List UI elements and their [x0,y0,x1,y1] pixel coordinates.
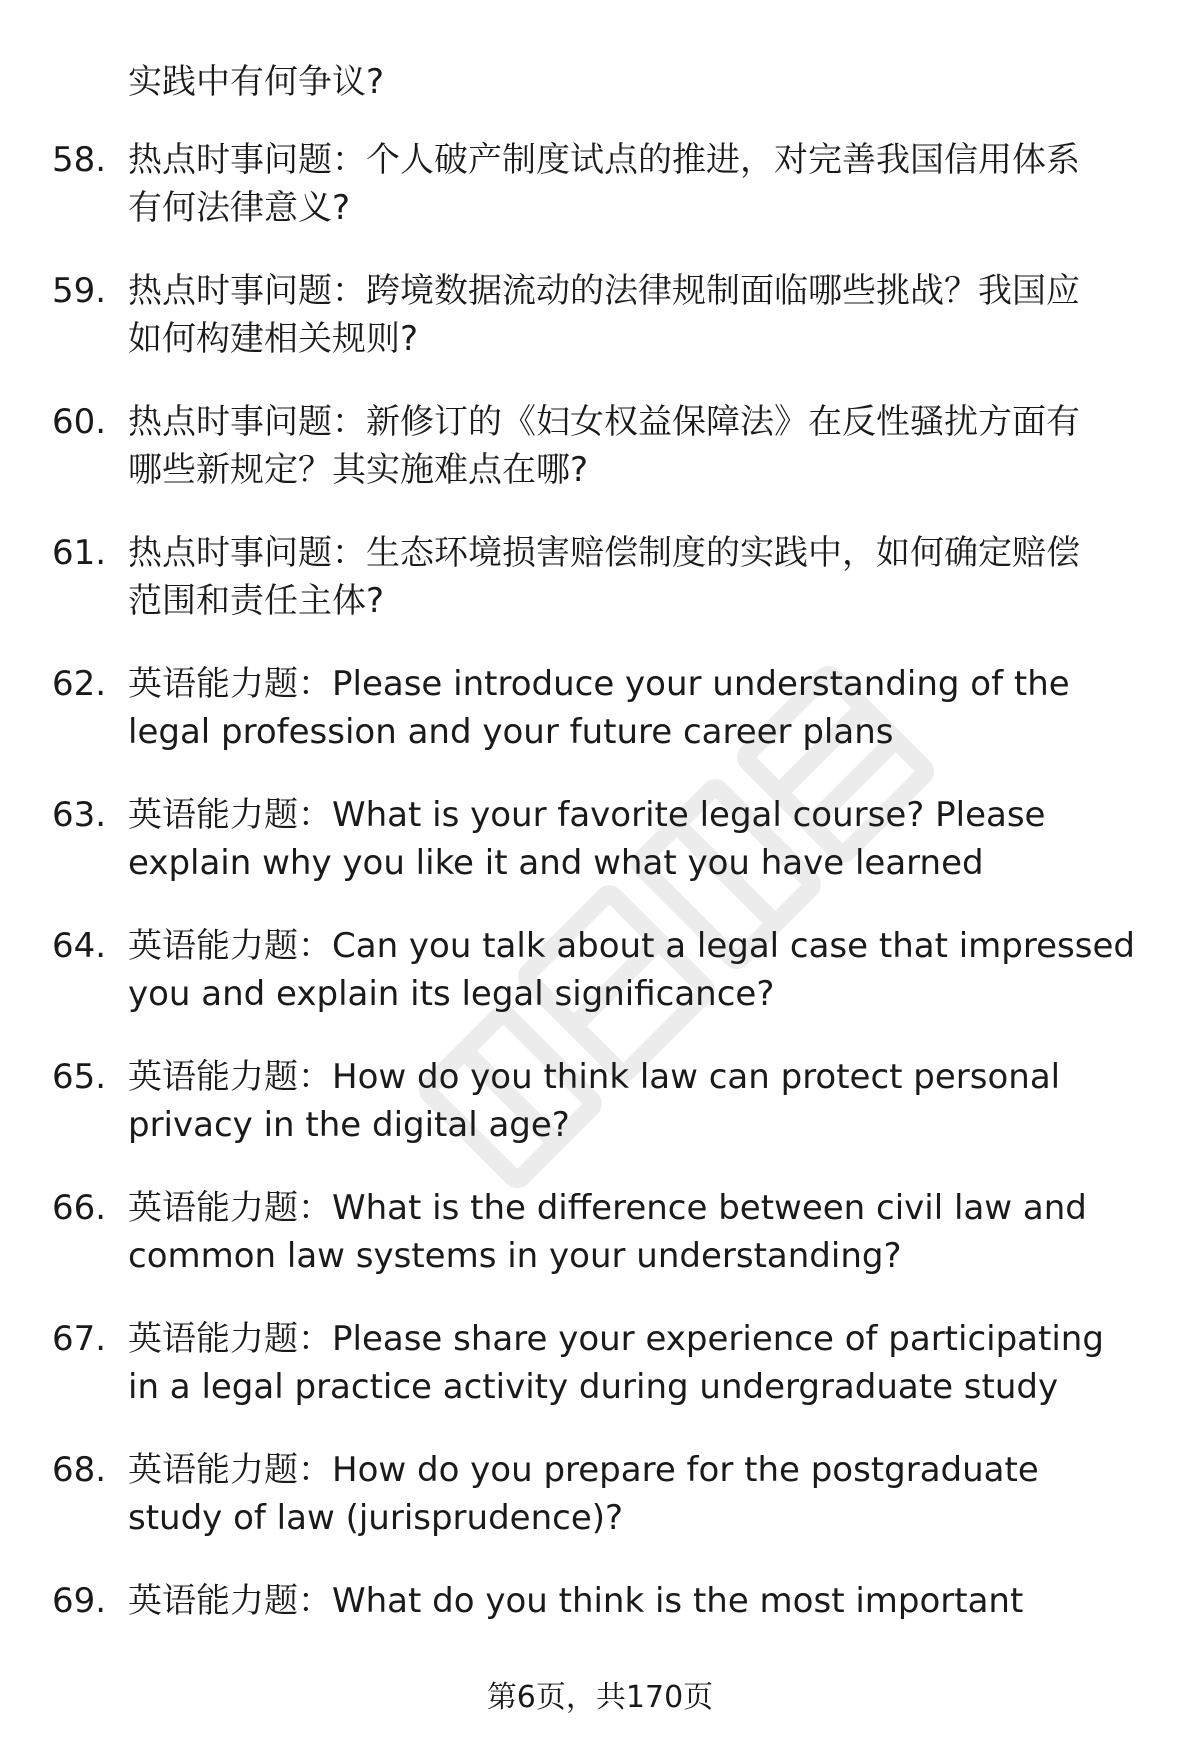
question-text-line: 热点时事问题：个人破产制度试点的推进，对完善我国信用体系 [128,140,1080,180]
question-item [0,1577,1200,1625]
question-number: 67. [52,1319,107,1359]
question-text-line: study of law (jurisprudence)? [128,1498,624,1538]
continuation-text: 实践中有何争议? [128,62,385,102]
question-text-line: 哪些新规定？其实施难点在哪? [128,450,589,490]
question-list [0,136,1200,1660]
question-item [0,1315,1200,1411]
question-text-line: common law systems in your understanding? [128,1236,902,1276]
question-text-line: 热点时事问题：新修订的《妇女权益保障法》在反性骚扰方面有 [128,402,1080,442]
question-text-line: 英语能力题：Please introduce your understanding of the [128,664,1070,704]
question-number: 66. [52,1188,107,1228]
question-text-line: 英语能力题：What is the difference between civil law and [128,1188,1087,1228]
question-number: 68. [52,1450,107,1490]
question-item [0,1053,1200,1149]
question-text-line: explain why you like it and what you have learned [128,843,984,883]
question-text-line: 英语能力题：How do you prepare for the postgraduate [128,1450,1039,1490]
question-number: 65. [52,1057,107,1097]
question-item [0,1184,1200,1280]
question-text-line: 范围和责任主体? [128,581,385,621]
question-text-line: 英语能力题：How do you think law can protect personal [128,1057,1061,1097]
question-number: 69. [52,1581,107,1621]
question-text-line: 有何法律意义? [128,188,351,228]
question-number: 59. [52,271,107,311]
question-number: 58. [52,140,107,180]
question-item [0,922,1200,1018]
page-footer: 第6页，共170页 [486,1680,714,1715]
question-text-line: 英语能力题：What is your favorite legal course? Please [128,795,1046,835]
question-number: 61. [52,533,107,573]
question-text-line: in a legal practice activity during undergraduate study [128,1367,1059,1407]
question-item [0,136,1200,232]
question-item [0,529,1200,625]
question-item [0,398,1200,494]
question-text-line: 热点时事问题：跨境数据流动的法律规制面临哪些挑战？我国应 [128,271,1080,311]
question-number: 64. [52,926,107,966]
question-text-line: you and explain its legal significance? [128,974,775,1014]
question-text-line: 英语能力题：Please share your experience of participating [128,1319,1104,1359]
question-text-line: 英语能力题：Can you talk about a legal case that impressed [128,926,1135,966]
question-number: 62. [52,664,107,704]
question-item [0,791,1200,887]
question-text-line: legal profession and your future career plans [128,712,894,752]
question-text-line: privacy in the digital age? [128,1105,570,1145]
question-text-line: 如何构建相关规则? [128,319,419,359]
question-item [0,267,1200,363]
question-text-line: 热点时事问题：生态环境损害赔偿制度的实践中，如何确定赔偿 [128,533,1080,573]
question-number: 63. [52,795,107,835]
question-item [0,1446,1200,1542]
question-number: 60. [52,402,107,442]
question-text-line: 英语能力题：What do you think is the most important [128,1581,1024,1621]
question-item [0,660,1200,756]
